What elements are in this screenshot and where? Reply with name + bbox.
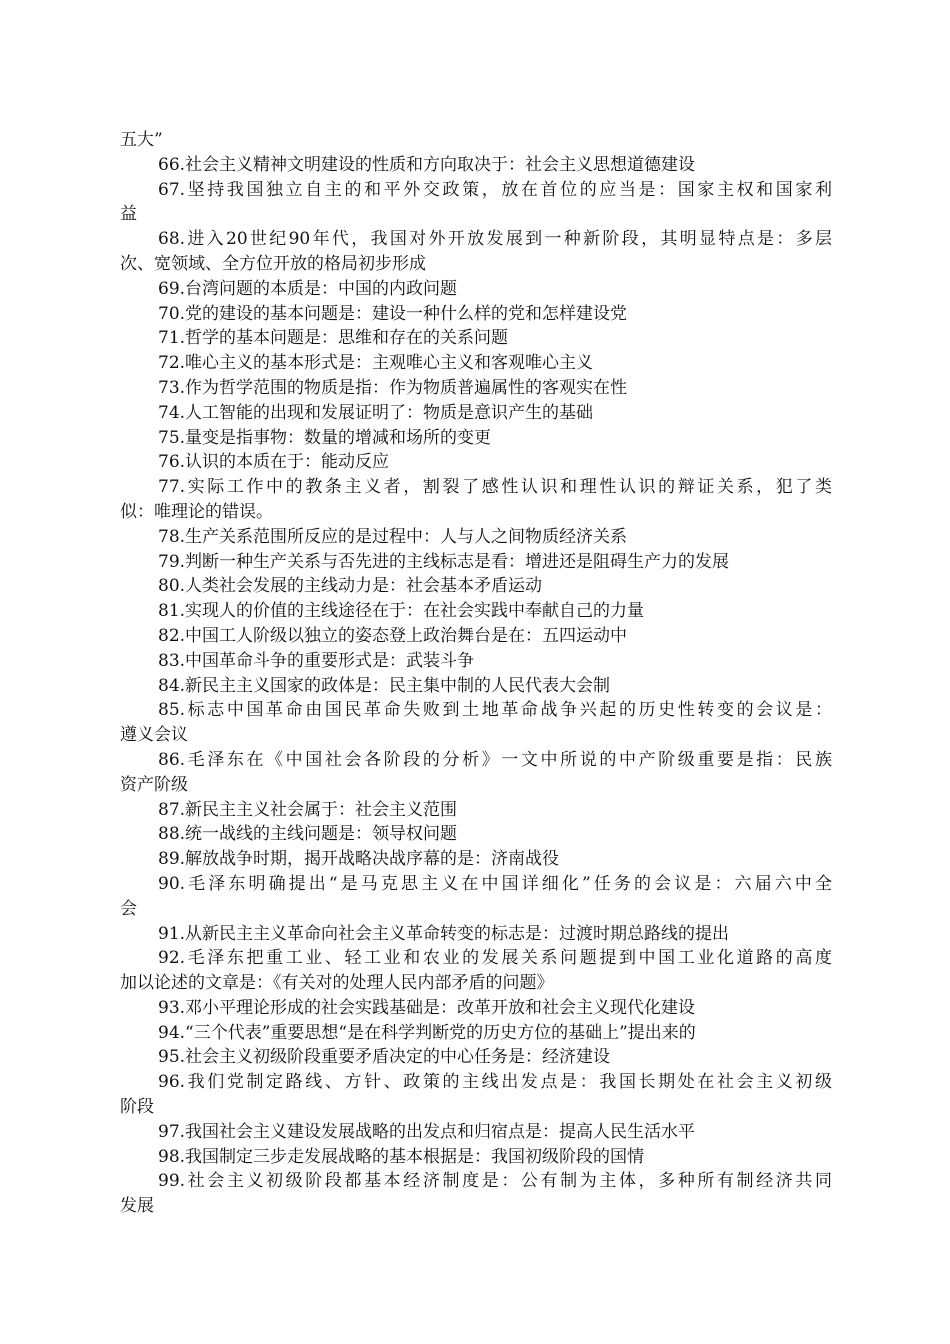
document-page <box>120 128 832 1219</box>
text-line: 遵义会议 <box>120 725 188 746</box>
text-line: 85.标志中国革命由国民革命失败到土地革命战争兴起的历史性转变的会议是： <box>158 700 832 721</box>
text-line: 84.新民主主义国家的政体是：民主集中制的人民代表大会制 <box>158 675 611 696</box>
text-line: 次、宽领域、全方位开放的格局初步形成 <box>120 253 426 274</box>
text-line: 益 <box>120 204 137 225</box>
text-line: 70.党的建设的基本问题是：建设一种什么样的党和怎样建设党 <box>158 303 628 324</box>
text-line: 似：唯理论的错误。 <box>120 501 273 522</box>
text-line: 发展 <box>120 1196 154 1217</box>
text-line: 75.量变是指事物：数量的增减和场所的变更 <box>158 427 492 448</box>
text-line: 80.人类社会发展的主线动力是：社会基本矛盾运动 <box>158 576 543 597</box>
text-line: 88.统一战线的主线问题是：领导权问题 <box>158 824 458 845</box>
text-line: 77.实际工作中的教条主义者，割裂了感性认识和理性认识的辩证关系，犯了类 <box>158 477 832 498</box>
text-line: 73.作为哲学范围的物质是指：作为物质普遍属性的客观实在性 <box>158 377 628 398</box>
text-line: 97.我国社会主义建设发展战略的出发点和归宿点是：提高人民生活水平 <box>158 1121 696 1142</box>
text-line: 78.生产关系范围所反应的是过程中：人与人之间物质经济关系 <box>158 526 628 547</box>
text-line: 67.坚持我国独立自主的和平外交政策，放在首位的应当是：国家主权和国家利 <box>158 179 832 200</box>
text-line: 71.哲学的基本问题是：思维和存在的关系问题 <box>158 328 509 349</box>
text-line: 加以论述的文章是：《有关对的处理人民内部矛盾的问题》 <box>120 973 554 994</box>
text-line: 99.社会主义初级阶段都基本经济制度是：公有制为主体，多种所有制经济共同 <box>158 1171 832 1192</box>
text-line: 93.邓小平理论形成的社会实践基础是：改革开放和社会主义现代化建设 <box>158 997 696 1018</box>
text-line: 82.中国工人阶级以独立的姿态登上政治舞台是在：五四运动中 <box>158 625 628 646</box>
text-line: 68.进入20世纪90年代，我国对外开放发展到一种新阶段，其明显特点是：多层 <box>158 229 832 250</box>
text-line: 五大” <box>120 130 163 150</box>
text-line: 86.毛泽东在《中国社会各阶段的分析》一文中所说的中产阶级重要是指：民族 <box>158 749 832 770</box>
text-line: 83.中国革命斗争的重要形式是：武装斗争 <box>158 650 475 671</box>
text-line: 90.毛泽东明确提出“是马克思主义在中国详细化”任务的会议是：六届六中全 <box>158 873 832 894</box>
text-line: 91.从新民主主义革命向社会主义革命转变的标志是：过渡时期总路线的提出 <box>158 923 730 944</box>
text-line: 74.人工智能的出现和发展证明了：物质是意识产生的基础 <box>158 402 594 423</box>
text-line: 95.社会主义初级阶段重要矛盾决定的中心任务是：经济建设 <box>158 1047 611 1068</box>
text-line: 72.唯心主义的基本形式是：主观唯心主义和客观唯心主义 <box>158 353 594 374</box>
text-line: 会 <box>120 898 137 919</box>
text-line: 87.新民主主义社会属于：社会主义范围 <box>158 799 458 820</box>
text-line: 76.认识的本质在于：能动反应 <box>158 452 390 473</box>
text-line: 92.毛泽东把重工业、轻工业和农业的发展关系问题提到中国工业化道路的高度 <box>158 948 832 969</box>
text-line: 66.社会主义精神文明建设的性质和方向取决于：社会主义思想道德建设 <box>158 154 696 175</box>
text-line: 98.我国制定三步走发展战略的基本根据是：我国初级阶段的国情 <box>158 1146 645 1167</box>
text-line: 81.实现人的价值的主线途径在于：在社会实践中奉献自己的力量 <box>158 601 645 622</box>
text-line: 96.我们党制定路线、方针、政策的主线出发点是：我国长期处在社会主义初级 <box>158 1072 832 1093</box>
text-line: 79.判断一种生产关系与否先进的主线标志是看：增进还是阻碍生产力的发展 <box>158 551 730 572</box>
text-line: 69.台湾问题的本质是：中国的内政问题 <box>158 278 458 299</box>
text-line: 89.解放战争时期，揭开战略决战序幕的是：济南战役 <box>158 849 560 870</box>
text-line: 资产阶级 <box>120 774 188 795</box>
text-line: 阶段 <box>120 1097 154 1118</box>
text-line: 94.“三个代表”重要思想“是在科学判断党的历史方位的基础上”提出来的 <box>158 1022 696 1043</box>
